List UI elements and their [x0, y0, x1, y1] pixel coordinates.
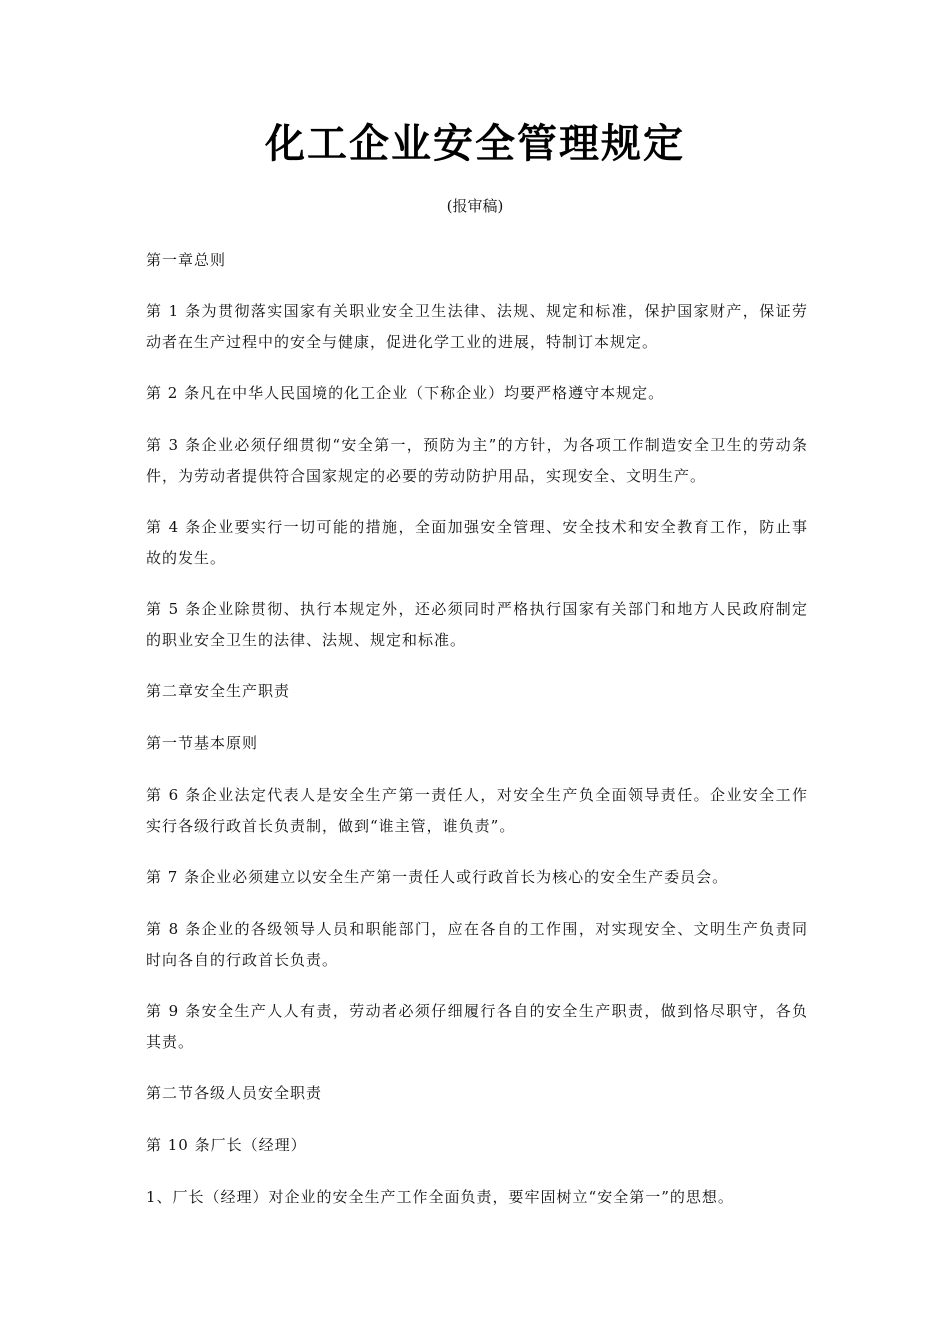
article-paragraph: 第 8 条企业的各级领导人员和职能部门，应在各自的工作围，对实现安全、文明生产负责同时向各自的行政首长负责。 — [146, 920, 808, 969]
list-item: 1、厂长（经理）对企业的安全生产工作全面负责，要牢固树立“安全第一”的思想。 — [146, 1188, 734, 1206]
chapter-heading: 第二章安全生产职责 — [146, 682, 291, 700]
article-paragraph: 第 7 条企业必须建立以安全生产第一责任人或行政首长为核心的安全生产委员会。 — [146, 868, 729, 886]
article-paragraph: 第 2 条凡在中华人民国境的化工企业（下称企业）均要严格遵守本规定。 — [146, 384, 665, 402]
section-heading: 第二节各级人员安全职责 — [146, 1084, 323, 1102]
article-paragraph: 第 6 条企业法定代表人是安全生产第一责任人，对安全生产负全面领导责任。企业安全工作实行各级行政首长负责制，做到“谁主管，谁负责”。 — [146, 786, 808, 835]
section-heading: 第一节基本原则 — [146, 734, 259, 752]
article-paragraph: 第 1 条为贯彻落实国家有关职业安全卫生法律、法规、规定和标准，保护国家财产，保证劳动者在生产过程中的安全与健康，促进化学工业的进展，特制订本规定。 — [146, 302, 808, 351]
article-heading: 第 10 条厂长（经理） — [146, 1136, 307, 1154]
document-subtitle: (报审稿) — [446, 197, 504, 215]
article-paragraph: 第 9 条安全生产人人有责，劳动者必须仔细履行各自的安全生产职责，做到恪尽职守，各负其责。 — [146, 1002, 808, 1051]
chapter-heading: 第一章总则 — [146, 251, 227, 269]
article-paragraph: 第 5 条企业除贯彻、执行本规定外，还必须同时严格执行国家有关部门和地方人民政府制定的职业安全卫生的法律、法规、规定和标准。 — [146, 600, 808, 649]
article-paragraph: 第 3 条企业必须仔细贯彻“安全第一，预防为主”的方针，为各项工作制造安全卫生的劳动条件，为劳动者提供符合国家规定的必要的劳动防护用品，实现安全、文明生产。 — [146, 436, 808, 485]
document-title: 化工企业安全管理规定 — [265, 121, 685, 167]
article-paragraph: 第 4 条企业要实行一切可能的措施，全面加强安全管理、安全技术和安全教育工作，防止事故的发生。 — [146, 518, 808, 567]
